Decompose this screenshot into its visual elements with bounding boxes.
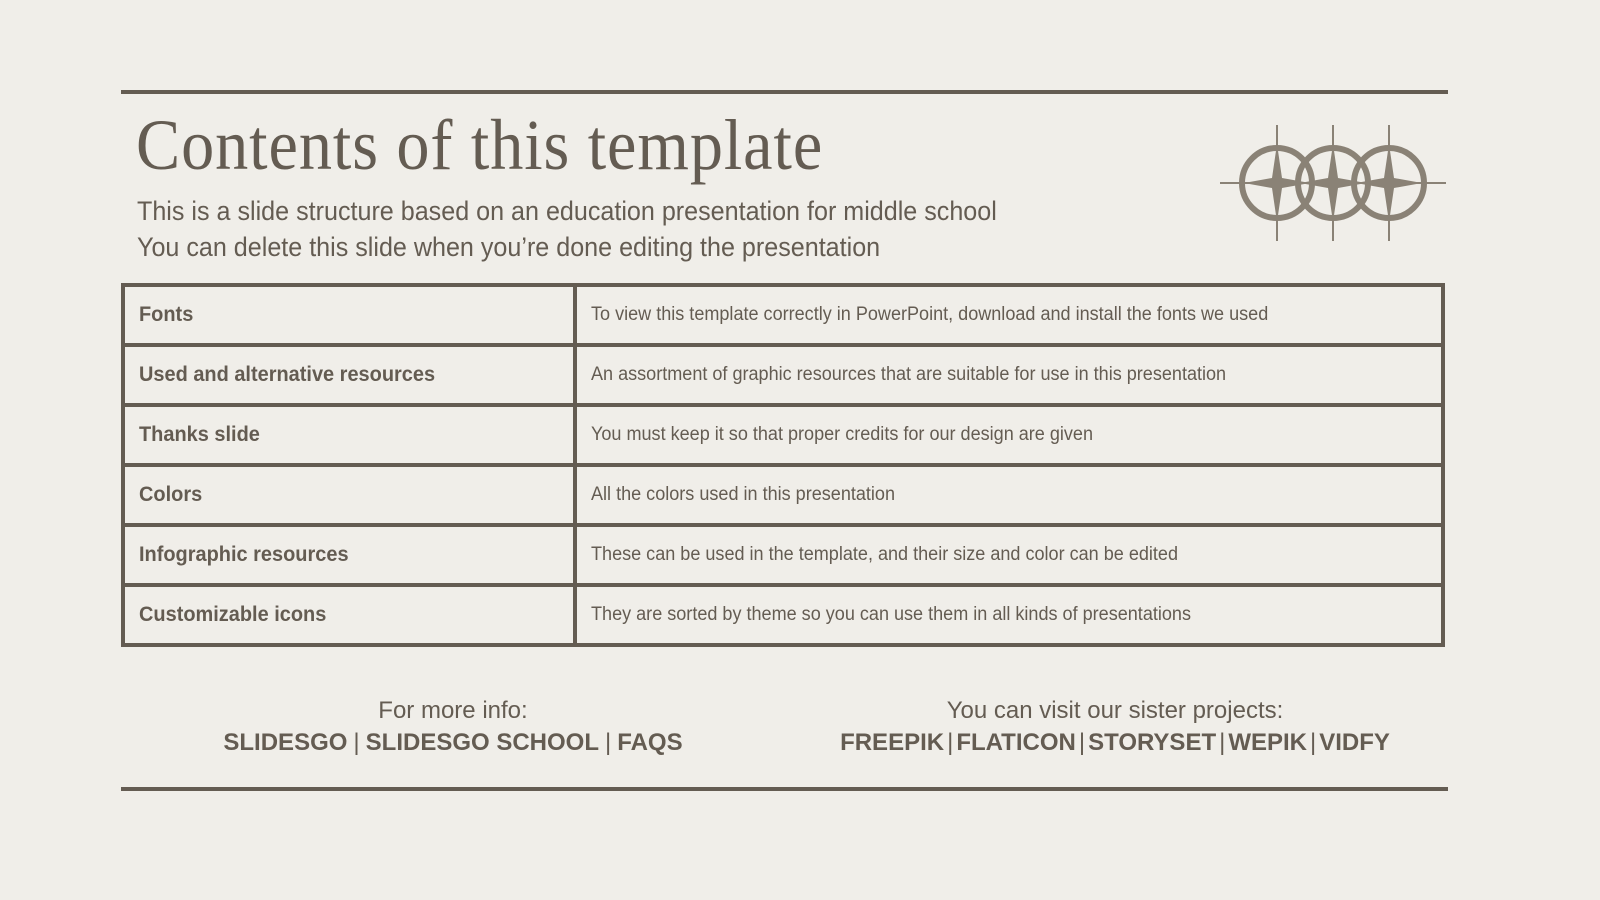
footer-more-info-label: For more info: [378, 697, 528, 724]
row-description: To view this template correctly in PowerPoint, download and install the fonts we used [575, 285, 1443, 345]
footer-more-info-links [153, 727, 753, 759]
link-slidesgo[interactable]: SLIDESGO [223, 729, 348, 756]
link-wepik[interactable]: WEPIK [1228, 729, 1308, 756]
subtitle-line-2: You can delete this slide when you’re done editing the presentation [137, 232, 881, 262]
bottom-divider [121, 787, 1448, 791]
top-divider [121, 90, 1448, 94]
row-label: Thanks slide [123, 405, 575, 465]
row-description: These can be used in the template, and their size and color can be edited [575, 525, 1443, 585]
link-separator: | [1219, 729, 1226, 756]
table-row [123, 285, 1443, 345]
table-row [123, 405, 1443, 465]
contents-table [121, 283, 1445, 647]
three-star-circles-icon [1218, 122, 1448, 244]
link-separator: | [947, 729, 954, 756]
row-label: Fonts [123, 285, 575, 345]
footer-sister-projects-links [815, 727, 1415, 759]
link-separator: | [1310, 729, 1317, 756]
row-description: All the colors used in this presentation [575, 465, 1443, 525]
subtitle [137, 193, 997, 265]
row-label: Colors [123, 465, 575, 525]
link-vidfy[interactable]: VIDFY [1319, 729, 1390, 756]
link-separator: | [353, 729, 360, 756]
link-separator: | [1078, 729, 1086, 756]
page-title: Contents of this template [136, 105, 824, 185]
link-faqs[interactable]: FAQS [617, 729, 683, 756]
footer-more-info [153, 695, 753, 759]
table-row [123, 585, 1443, 645]
table-row [123, 465, 1443, 525]
link-flaticon[interactable]: FLATICON [956, 729, 1076, 756]
row-description: They are sorted by theme so you can use them in all kinds of presentations [575, 585, 1443, 645]
row-label: Customizable icons [123, 585, 575, 645]
footer-sister-projects [815, 695, 1415, 759]
row-label: Infographic resources [123, 525, 575, 585]
link-separator: | [605, 729, 612, 756]
row-description: You must keep it so that proper credits for our design are given [575, 405, 1443, 465]
footer-sister-projects-label: You can visit our sister projects: [946, 697, 1284, 724]
row-description: An assortment of graphic resources that are suitable for use in this presentation [575, 345, 1443, 405]
subtitle-line-1: This is a slide structure based on an education presentation for middle school [137, 196, 997, 226]
link-storyset[interactable]: STORYSET [1088, 729, 1217, 756]
table-row [123, 345, 1443, 405]
table-row [123, 525, 1443, 585]
link-slidesgo-school[interactable]: SLIDESGO SCHOOL [365, 729, 600, 756]
link-freepik[interactable]: FREEPIK [840, 729, 945, 756]
row-label: Used and alternative resources [123, 345, 575, 405]
